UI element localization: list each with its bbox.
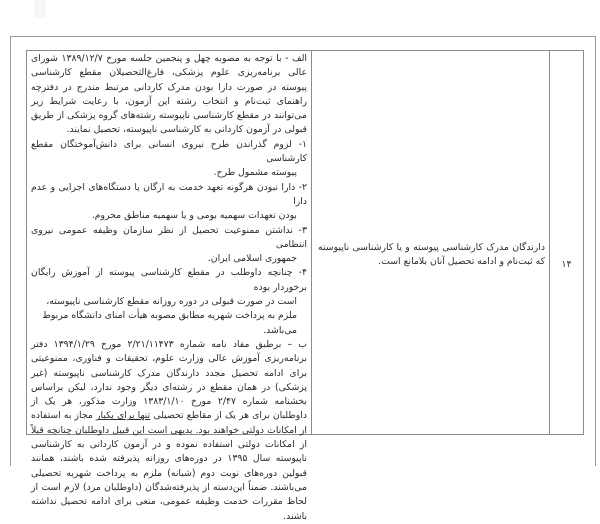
row-description: دارندگان مدرک کارشناسی پیوسته و یا کارشناسی ناپیوسته که ثبت‌نام و ادامه تحصیل آنان بلامانع است. bbox=[318, 242, 545, 268]
paragraph-b-part-2: مجاز به استفاده از امکانات دولتی خواهند بود. بدیهی است این قبیل داوطلبان چنانچه قبلاً از امکانات دولتی استفاده نموده و در آزمون کاردانی به کارشناسی ناپیوسته سال ۱۳۹۵ در دوره‌های روزانه پذیرفته شده باشند، همانند قبولین دوره‌های نوبت دوم (شبانه) ملزم به پرداخت شهریه تحصیلی می‌باشند. ضمناً این‌دسته از پذیرفته‌شدگان (داوطلبان مرد) لازم است از لحاظ مقررات خدمت وظیفه عمومی، منعی برای ادامه تحصیل نداشته باشند. bbox=[31, 410, 307, 522]
paragraph-b bbox=[31, 338, 307, 524]
condition-item-2 bbox=[31, 181, 307, 224]
conditions-cell bbox=[27, 51, 311, 522]
paragraph-b-part-1: ب – برطبق مفاد نامه شماره ۲/۲۱/۱۱۴۷۳ مورخ ۱۳۹۴/۱/۲۹ دفتر برنامه‌ریزی آموزش عالی وزارت علوم، تحقیقات و فناوری، ممنوعیتی برای ادامه تحصیل مجدد دارندگان مدرک کارشناسی ناپیوسته (غیر پزشکی) در همان مقطع در رشته‌ای دیگر وجود ندارد، لیکن براساس بخشنامه شماره ۲/۴۷ مورخ ۱۳۸۳/۱/۱۰ وزارت مذکور، هر یک از داوطلبان برای هر یک از مقاطع تحصیلی bbox=[31, 338, 308, 422]
scan-smudge bbox=[34, 0, 46, 18]
condition-4-first: ۴- چنانچه داوطلب در مقطع کارشناسی پیوسته از آموزش رایگان برخوردار بوده bbox=[31, 267, 307, 293]
paragraph-a: الف - با توجه به مصوبه چهل و پنجمین جلسه مورخ ۱۳۸۹/۱۲/۷ شورای عالی برنامه‌ریزی علوم پزشکی، فارغ‌التحصیلان مقطع کارشناسی پیوسته در صورت دارا بودن مدرک کاردانی مرتبط مندرج در دفترچه راهنمای ثبت‌نام و انتخاب رشته این آزمون، با رعایت شرایط زیر می‌توانند در مقطع کارشناسی ناپیوسته رشته‌های گروه پزشکی از طریق قبولی در آزمون کاردانی به کارشناسی ناپیوسته، تحصیل نمایند. bbox=[31, 53, 307, 136]
paragraph-b-underlined: تنها برای یکبار bbox=[96, 410, 151, 422]
condition-1-first: ۱- لزوم گذراندن طرح نیروی انسانی برای دانش‌آموختگان مقطع کارشناسی bbox=[31, 138, 307, 165]
condition-3-first: ۳- نداشتن ممنوعیت تحصیل از نظر سازمان وظیفه عمومی نیروی انتظامی bbox=[31, 224, 307, 250]
condition-4-rest: است در صورت قبولی در دوره روزانه مقطع کارشناسی ناپیوسته، ملزم به پرداخت شهریه مطابق مصوبه هیأت امنای دانشگاه مربوط می‌باشد. bbox=[42, 296, 297, 336]
row-number-cell bbox=[549, 51, 583, 434]
description-cell bbox=[311, 51, 549, 434]
row-number: ۱۴ bbox=[561, 259, 572, 270]
condition-item-4 bbox=[31, 266, 307, 337]
condition-item-1 bbox=[31, 138, 307, 181]
condition-item-3 bbox=[31, 224, 307, 267]
condition-1-rest: پیوسته مشمول طرح. bbox=[213, 167, 297, 179]
condition-2-first: ۲- دارا نبودن هرگونه تعهد خدمت به ارگان یا دستگاه‌های اجرایی و عدم دارا bbox=[31, 181, 307, 207]
condition-2-rest: بودن تعهدات سهمیه بومی و یا سهمیه مناطق محروم. bbox=[91, 210, 297, 222]
condition-3-rest: جمهوری اسلامی ایران. bbox=[207, 253, 297, 265]
document-table bbox=[26, 50, 584, 522]
